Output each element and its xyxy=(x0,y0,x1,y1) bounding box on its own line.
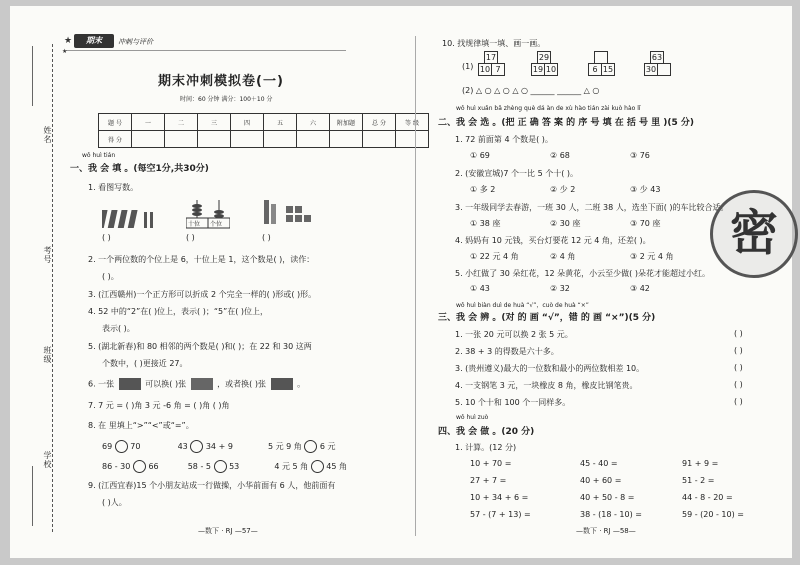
class-label: 班级 xyxy=(43,346,52,364)
choice-2-opt-a[interactable]: ① 多 2 xyxy=(470,185,496,194)
pattern-box: 17 xyxy=(485,53,497,62)
choice-3-opt-c[interactable]: ③ 70 座 xyxy=(630,219,661,228)
calc-expression[interactable]: 51 - 2 = xyxy=(682,476,715,485)
q6-part-1: 6. 一张 xyxy=(88,379,115,389)
q10-part2: (2) △ ○ △ ○ △ ○ ______ ______ △ ○ xyxy=(462,86,600,95)
q8-right-3: 6 元 xyxy=(319,442,336,451)
q8-text: 8. 在 里填上“>”“<”或“=”。 xyxy=(88,421,194,430)
calc-expression[interactable]: 40 + 60 = xyxy=(580,476,622,485)
q8-left-4: 86 - 30 xyxy=(102,462,131,471)
binding-line-top xyxy=(32,46,33,106)
section2-pinyin: wǒ huì xuǎn bǎ zhèng què dá àn de xù hào tián zài kuò hào lǐ xyxy=(456,105,641,112)
page-divider xyxy=(415,36,416,536)
score-header-cell: 题 号 xyxy=(99,114,132,131)
calc-title: 1. 计算。(12 分) xyxy=(455,443,517,452)
pattern-box: 7 xyxy=(491,63,505,76)
choice-4-opt-c[interactable]: ③ 2 元 4 角 xyxy=(630,252,674,261)
judge-4-answer[interactable]: ( ) xyxy=(734,380,743,389)
judge-2-answer[interactable]: ( ) xyxy=(734,346,743,355)
compare-circle[interactable] xyxy=(214,460,227,473)
choice-3-opt-b[interactable]: ② 30 座 xyxy=(550,219,581,228)
score-header-cell: 总 分 xyxy=(363,114,396,131)
score-header-cell: 五 xyxy=(264,114,297,131)
score-cell[interactable] xyxy=(198,131,231,148)
q6-text xyxy=(88,378,305,390)
q9-text: 9. (江西宜春)15 个小朋友站成一行做操，小华前面有 6 人，他前面有 xyxy=(88,481,336,490)
school-label: 学校 xyxy=(43,451,52,469)
pattern-box: 30 xyxy=(645,65,657,74)
choice-4-opt-b[interactable]: ② 4 角 xyxy=(550,252,576,261)
pattern-box: 63 xyxy=(651,53,663,62)
q5-text-line2: 个数中，( )更接近 27。 xyxy=(102,359,188,368)
judge-3-answer[interactable]: ( ) xyxy=(734,363,743,372)
score-row-label: 得 分 xyxy=(99,131,132,148)
choice-4-opt-a[interactable]: ① 22 元 4 角 xyxy=(470,252,519,261)
pattern-box-empty[interactable] xyxy=(657,63,671,76)
pattern-box: 15 xyxy=(602,65,614,74)
name-label: 姓名 xyxy=(43,126,52,144)
calc-expression[interactable]: 45 - 40 = xyxy=(580,459,618,468)
q8-left-3: 5 元 9 角 xyxy=(268,442,302,451)
q6-part-3: ，或者换( )张 xyxy=(217,379,266,389)
score-header-cell: 四 xyxy=(231,114,264,131)
banknote-icon xyxy=(119,378,141,390)
q6-part-2: 可以换( )张 xyxy=(145,379,187,389)
cubes-image xyxy=(262,198,312,232)
exam-sheet xyxy=(10,6,792,558)
pattern-box: 6 xyxy=(588,63,602,76)
score-header-cell: 一 xyxy=(132,114,165,131)
score-cell[interactable] xyxy=(165,131,198,148)
pattern-box: 10 xyxy=(545,65,557,74)
banknote-icon xyxy=(191,378,213,390)
q10-text: 10. 找规律填一填、画一画。 xyxy=(442,39,546,48)
judge-5: 5. 10 个十和 100 个一同样多。 xyxy=(455,398,571,407)
q8-right-2: 34 + 9 xyxy=(205,442,233,451)
choice-1: 1. 72 前面第 4 个数是( )。 xyxy=(455,135,553,144)
abacus-tens-label: 十位 xyxy=(188,221,201,228)
choice-1-opt-c[interactable]: ③ 76 xyxy=(630,151,650,160)
compare-circle[interactable] xyxy=(190,440,203,453)
judge-4: 4. 一支钢笔 3 元，一块橡皮 8 角，橡皮比钢笔贵。 xyxy=(455,381,638,390)
q4-text: 4. 52 中的“2”在( )位上，表示( )；“5”在( )位上， xyxy=(88,307,269,316)
abacus-ones-label: 个位 xyxy=(210,221,223,228)
section4-pinyin: wǒ huì zuò xyxy=(456,414,489,421)
q1-blank-3[interactable]: ( ) xyxy=(262,233,271,242)
calc-expression[interactable]: 38 - (18 - 10) = xyxy=(580,510,642,519)
calc-expression[interactable]: 40 + 50 - 8 = xyxy=(580,493,635,502)
right-page-footer: —数下 · RJ —58— xyxy=(576,527,636,535)
q8-left-5: 58 - 5 xyxy=(187,462,211,471)
q8-row-1 xyxy=(102,440,336,453)
score-cell[interactable] xyxy=(297,131,330,148)
abacus-image xyxy=(186,198,230,234)
judge-1-answer[interactable]: ( ) xyxy=(734,329,743,338)
score-table xyxy=(98,113,429,148)
compare-circle[interactable] xyxy=(311,460,324,473)
q8-row-2 xyxy=(102,460,347,473)
exam-meta: 时间：60 分钟 满分：100＋10 分 xyxy=(180,96,273,103)
judge-5-answer[interactable]: ( ) xyxy=(734,397,743,406)
calc-expression[interactable]: 10 + 70 = xyxy=(470,459,512,468)
judge-3: 3. (贵州遵义)最大的一位数和最小的两位数相差 10。 xyxy=(455,364,645,373)
q9-text-line2: ( )人。 xyxy=(102,498,127,507)
score-cell[interactable] xyxy=(264,131,297,148)
section2-title: 二、我 会 选 。(把 正 确 答 案 的 序 号 填 在 括 号 里 )(5 分) xyxy=(438,118,694,128)
score-header-cell: 等 级 xyxy=(396,114,429,131)
pattern-box: 19 xyxy=(532,65,544,74)
section3-title: 三、我 会 辨 。(对 的 画 “√”，错 的 画 “×”)(5 分) xyxy=(438,313,656,323)
q2-text: 2. 一个两位数的个位上是 6，十位上是 1，这个数是( )，读作： xyxy=(88,255,315,264)
left-page-footer: —数下 · RJ —57— xyxy=(198,527,258,535)
score-cell[interactable] xyxy=(396,131,429,148)
choice-5-opt-c[interactable]: ③ 42 xyxy=(630,284,650,293)
header-badge: 期末 xyxy=(74,34,114,48)
choice-3-opt-a[interactable]: ① 38 座 xyxy=(470,219,501,228)
binding-line-bottom xyxy=(32,466,33,526)
score-cell[interactable] xyxy=(330,131,363,148)
choice-5: 5. 小红做了 30 朵红花，12 朵黄花，小云至少做( )朵花才能超过小红。 xyxy=(455,269,710,278)
q2-text-line2: ( )。 xyxy=(102,272,119,281)
q8-right-1: 70 xyxy=(130,442,141,451)
banknote-icon xyxy=(271,378,293,390)
score-cell[interactable] xyxy=(231,131,264,148)
bundle-sticks-image xyxy=(102,208,162,234)
q10-part1-label: (1) xyxy=(462,62,474,71)
choice-2: 2. (安徽宣城)7 个一比 5 个十( )。 xyxy=(455,169,579,178)
q3-text: 3. (江西赣州)一个正方形可以折成 2 个完全一样的( )形或( )形。 xyxy=(88,290,317,299)
score-cell[interactable] xyxy=(363,131,396,148)
judge-1: 1. 一张 20 元可以换 2 张 5 元。 xyxy=(455,330,573,339)
q1-blank-2[interactable]: ( ) xyxy=(186,233,195,242)
choice-2-opt-b[interactable]: ② 少 2 xyxy=(550,185,576,194)
calc-expression[interactable]: 10 + 34 + 6 = xyxy=(470,493,529,502)
section4-title: 四、我 会 做 。(20 分) xyxy=(438,427,535,437)
choice-1-opt-b[interactable]: ② 68 xyxy=(550,151,570,160)
choice-4: 4. 妈妈有 10 元钱，买台灯要花 12 元 4 角，还差( )。 xyxy=(455,236,651,245)
section1-title: 一、我 会 填 。(每空1分,共30分) xyxy=(70,164,209,174)
page-title: 期末冲刺模拟卷(一) xyxy=(158,74,284,89)
calc-expression[interactable]: 59 - (20 - 10) = xyxy=(682,510,744,519)
calc-expression[interactable]: 27 + 7 = xyxy=(470,476,507,485)
choice-5-opt-a[interactable]: ① 43 xyxy=(470,284,490,293)
score-cell[interactable] xyxy=(132,131,165,148)
q6-part-4: 。 xyxy=(297,379,306,389)
score-header-cell: 六 xyxy=(297,114,330,131)
star-icon: ★ xyxy=(62,48,68,55)
q8-right-6: 45 角 xyxy=(326,462,347,471)
choice-1-opt-a[interactable]: ① 69 xyxy=(470,151,490,160)
confidential-seal: 密 xyxy=(710,190,798,278)
q1-text: 1. 看图写数。 xyxy=(88,183,139,192)
pattern-box: 10 xyxy=(479,65,491,74)
compare-circle[interactable] xyxy=(304,440,317,453)
q7-text: 7. 7 元 = ( )角 3 元 -6 角 = ( )角 ( )角 xyxy=(88,401,230,410)
q8-left-1: 69 xyxy=(102,442,113,451)
calc-expression[interactable]: 44 - 8 - 20 = xyxy=(682,493,733,502)
score-header-cell: 二 xyxy=(165,114,198,131)
section3-pinyin: wǒ huì biàn duì de huà “√”，cuò de huà “×” xyxy=(456,302,589,309)
q8-left-2: 43 xyxy=(177,442,188,451)
q4-text-line2: 表示( )。 xyxy=(102,324,135,333)
compare-circle[interactable] xyxy=(115,440,128,453)
q8-left-6: 4 元 5 角 xyxy=(274,462,309,471)
section1-pinyin: wǒ huì tián xyxy=(82,152,116,159)
header-tagline: 冲刺与评价 xyxy=(118,38,153,46)
compare-circle[interactable] xyxy=(133,460,146,473)
pattern-box: 29 xyxy=(538,53,550,62)
calc-expression[interactable]: 91 + 9 = xyxy=(682,459,719,468)
q1-blank-1[interactable]: ( ) xyxy=(102,233,111,242)
calc-expression[interactable]: 57 - (7 + 13) = xyxy=(470,510,531,519)
choice-3: 3. 一年级同学去春游，一班 30 人，二班 38 人，选坐下面( )的车比较合适。 xyxy=(455,203,729,212)
exam-id-label: 考号 xyxy=(43,246,52,264)
score-header-cell: 三 xyxy=(198,114,231,131)
choice-2-opt-c[interactable]: ③ 少 43 xyxy=(630,185,661,194)
choice-5-opt-b[interactable]: ② 32 xyxy=(550,284,570,293)
q8-right-4: 66 xyxy=(148,462,159,471)
star-icon: ★ xyxy=(64,36,73,46)
q8-right-5: 53 xyxy=(229,462,240,471)
q5-text: 5. (湖北新春)和 80 相邻的两个数是( )和( )；在 22 和 30 这两 xyxy=(88,342,312,351)
judge-2: 2. 38 + 3 的得数是六十多。 xyxy=(455,347,559,356)
score-header-cell: 附加题 xyxy=(330,114,363,131)
